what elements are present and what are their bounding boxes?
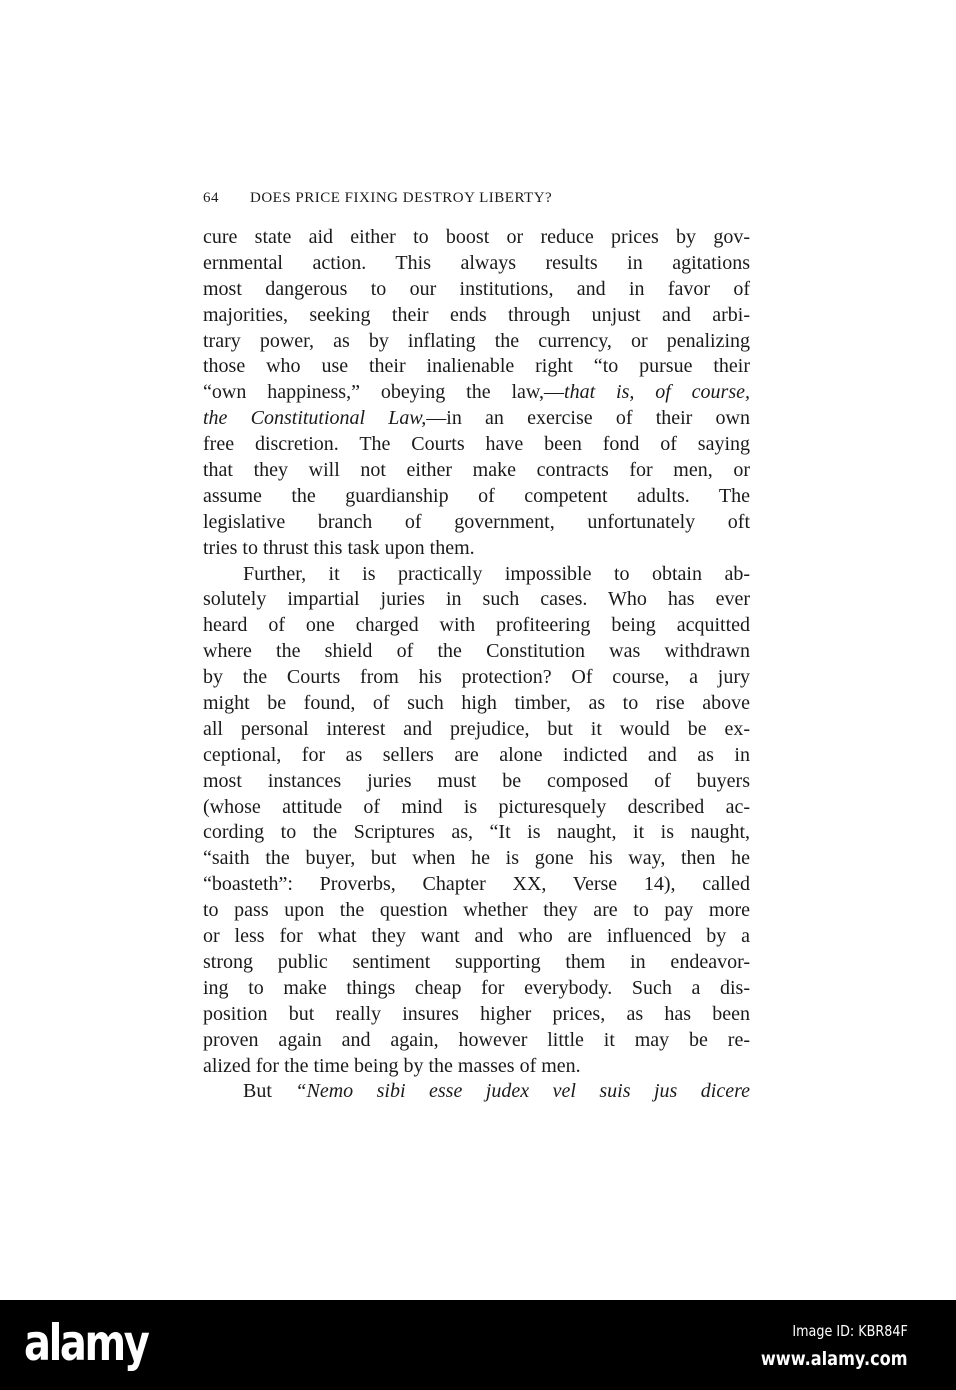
text-segment: —in an exercise of their own xyxy=(426,407,750,430)
running-title: DOES PRICE FIXING DESTROY LIBERTY? xyxy=(250,190,553,206)
text-line xyxy=(203,872,750,898)
text-line xyxy=(203,380,750,406)
page-header xyxy=(203,190,750,212)
text-segment: all personal interest and prejudice, but it would be ex- xyxy=(203,717,750,740)
text-segment: cure state aid either to boost or reduce prices by gov- xyxy=(203,226,750,248)
text-line xyxy=(203,277,750,303)
text-segment: those who use their inalienable right “to pursue their xyxy=(203,355,750,378)
text-line xyxy=(203,769,750,795)
text-segment: might be found, of such high timber, as to rise above xyxy=(203,692,750,715)
text-line xyxy=(203,406,750,432)
text-segment: that they will not either make contracts for men, or xyxy=(203,459,750,482)
text-segment: strong public sentiment supporting them in endeavor- xyxy=(203,950,750,973)
text-segment: position but really insures higher prices, as has been xyxy=(203,1002,750,1025)
body-text xyxy=(203,225,750,1105)
text-line xyxy=(203,303,750,329)
text-line xyxy=(203,846,750,872)
text-segment: most instances juries must be composed of buyers xyxy=(203,769,750,792)
text-line xyxy=(203,329,750,355)
text-segment: majorities, seeking their ends through unjust and arbi- xyxy=(203,303,750,326)
site-url: www.alamy.com xyxy=(761,1348,908,1370)
text-line xyxy=(203,484,750,510)
text-line xyxy=(203,225,750,251)
text-segment: cording to the Scriptures as, “It is naught, it is naught, xyxy=(203,821,750,844)
italic-text: that is, of course, xyxy=(564,381,750,404)
text-segment: But xyxy=(243,1080,296,1103)
text-segment: where the shield of the Constitution was withdrawn xyxy=(203,640,750,663)
text-segment: most dangerous to our institutions, and in favor of xyxy=(203,277,750,300)
text-segment: or less for what they want and who are influenced by a xyxy=(203,925,750,948)
text-line xyxy=(203,639,750,665)
text-line xyxy=(203,1054,750,1080)
text-line xyxy=(203,976,750,1002)
text-segment: ernmental action. This always results in agitations xyxy=(203,251,750,274)
text-segment: solutely impartial juries in such cases. Who has ever xyxy=(203,588,750,611)
text-segment: heard of one charged with profiteering being acquitted xyxy=(203,614,750,637)
text-line xyxy=(203,587,750,613)
text-line xyxy=(203,898,750,924)
text-line xyxy=(203,717,750,743)
text-line xyxy=(203,562,750,588)
text-line xyxy=(203,354,750,380)
text-line xyxy=(203,432,750,458)
page-number: 64 xyxy=(203,190,219,206)
text-line xyxy=(203,924,750,950)
text-line xyxy=(203,1002,750,1028)
text-segment: “own happiness,” obeying the law,— xyxy=(203,381,565,404)
text-line xyxy=(203,536,750,562)
text-line xyxy=(203,743,750,769)
text-segment: assume the guardianship of competent adults. The xyxy=(203,484,750,507)
text-segment: alized for the time being by the masses of men. xyxy=(203,1054,581,1077)
text-segment: (whose attitude of mind is picturesquely described ac- xyxy=(203,795,750,818)
image-id-label: Image ID: KBR84F xyxy=(792,1322,908,1340)
text-segment: Further, it is practically impossible to obtain ab- xyxy=(243,562,750,585)
text-segment: “boasteth”: Proverbs, Chapter XX, Verse 14), called xyxy=(203,873,750,896)
text-segment: to pass upon the question whether they are to pay more xyxy=(203,899,750,922)
text-segment: free discretion. The Courts have been fond of saying xyxy=(203,433,750,456)
text-segment: trary power, as by inflating the currency, or penalizing xyxy=(203,329,750,352)
text-segment: ceptional, for as sellers are alone indicted and as in xyxy=(203,743,750,766)
watermark-bar xyxy=(0,1300,956,1390)
text-line xyxy=(203,510,750,536)
alamy-logo: alamy xyxy=(24,1314,148,1372)
italic-text: the Constitutional Law, xyxy=(203,407,427,430)
text-line xyxy=(203,820,750,846)
text-line xyxy=(203,691,750,717)
text-segment: tries to thrust this task upon them. xyxy=(203,536,475,559)
text-line xyxy=(203,795,750,821)
text-segment: ing to make things cheap for everybody. Such a dis- xyxy=(203,976,750,999)
text-segment: “saith the buyer, but when he is gone his way, then he xyxy=(203,847,750,870)
text-line xyxy=(203,1079,750,1105)
italic-text: “Nemo sibi esse judex vel suis jus dicere xyxy=(295,1080,750,1103)
text-line xyxy=(203,1028,750,1054)
text-line xyxy=(203,950,750,976)
text-segment: proven again and again, however little it may be re- xyxy=(203,1028,750,1051)
text-segment: by the Courts from his protection? Of course, a jury xyxy=(203,666,750,689)
text-segment: legislative branch of government, unfortunately oft xyxy=(203,510,750,533)
text-line xyxy=(203,251,750,277)
text-line xyxy=(203,665,750,691)
text-line xyxy=(203,613,750,639)
text-line xyxy=(203,458,750,484)
